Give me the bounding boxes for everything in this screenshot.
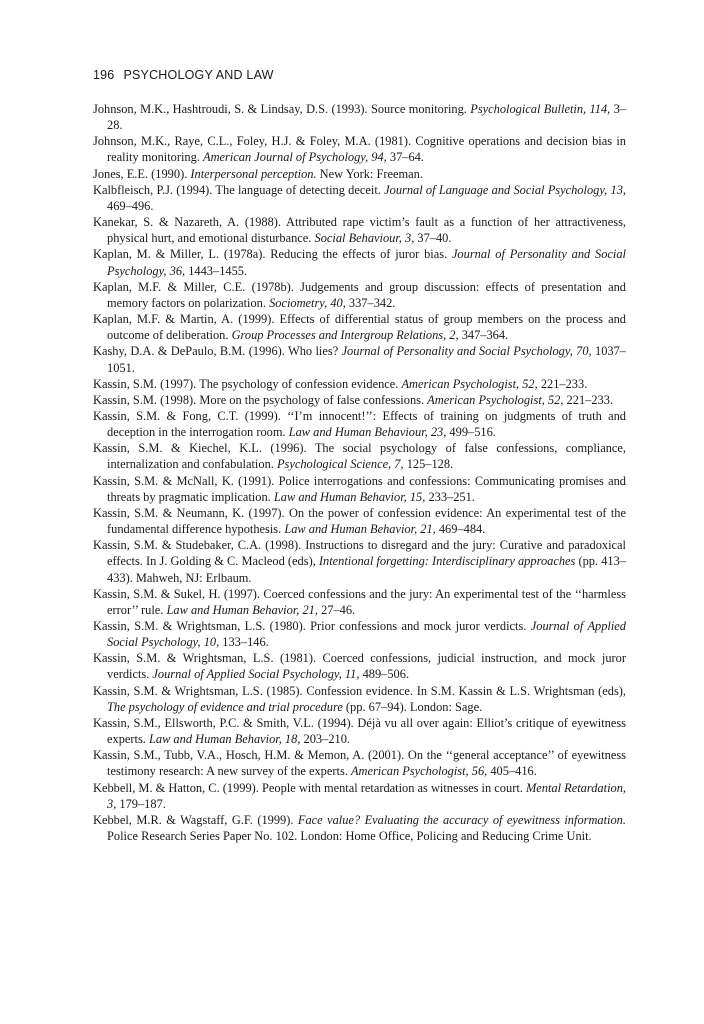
reference-text: 179–187. — [116, 796, 166, 811]
reference-source: Interpersonal perception. — [190, 166, 317, 181]
reference-text: Kassin, S.M. & Wrightsman, L.S. (1985). Confession evidence. In S.M. Kassin & L.S. Wrightsman (eds), — [93, 683, 626, 698]
reference-entry — [93, 182, 626, 214]
reference-text: Kassin, S.M., Ellsworth, P.C. & Smith, V.L. (1994). Déjà vu all over again: Elliot’s critique of eyewitness experts. — [93, 715, 626, 747]
reference-source: Psychological Science, 7, — [276, 457, 404, 472]
reference-source: Journal of Applied Social Psychology, 10, — [107, 619, 626, 650]
reference-source: The psychology of evidence and trial procedure — [107, 699, 343, 714]
reference-entry — [93, 586, 626, 618]
reference-entry — [93, 246, 626, 278]
reference-source: Journal of Applied Social Psychology, 11, — [152, 667, 360, 682]
reference-entry — [93, 376, 626, 392]
reference-text: 499–516. — [446, 425, 496, 440]
reference-text: 37–64. — [386, 150, 424, 165]
reference-text: 405–416. — [487, 764, 537, 779]
reference-source: Law and Human Behavior, 21, — [166, 602, 318, 617]
reference-text: 203–210. — [300, 732, 350, 747]
reference-text: 221–233. — [563, 392, 614, 407]
reference-entry — [93, 166, 626, 182]
reference-text: 3–28. — [107, 102, 626, 133]
reference-entry — [93, 101, 626, 133]
reference-entry — [93, 279, 626, 311]
reference-source: American Journal of Psychology, 94, — [203, 150, 387, 165]
reference-source: Social Behaviour, 3, — [314, 231, 415, 246]
reference-text: Kassin, S.M. & Fong, C.T. (1999). ‘‘I’m innocent!’’: Effects of training on judgments of truth and deception in the interrogation room. — [93, 408, 626, 440]
reference-entry — [93, 780, 626, 812]
reference-text: Kassin, S.M. & Studebaker, C.A. (1998). Instructions to disregard and the jury: Curative and paradoxical effects. In J. Golding & C. Macleod (eds), — [93, 538, 626, 569]
reference-source: American Psychologist, 52, — [427, 392, 564, 407]
reference-text: Johnson, M.K., Raye, C.L., Foley, H.J. & Foley, M.A. (1981). Cognitive operations and decision bias in reality monitoring. — [93, 134, 626, 165]
reference-text: 1037–1051. — [107, 344, 626, 375]
page-number: 196 — [93, 68, 115, 82]
reference-text: Kassin, S.M. & Neumann, K. (1997). On the power of confession evidence: An experimental test of the fundamental difference hypothesis. — [93, 505, 626, 537]
reference-text: Kassin, S.M. & McNall, K. (1991). Police interrogations and confessions: Communicating promises and threats by pragmatic implication. — [93, 473, 626, 504]
reference-entry — [93, 812, 626, 844]
reference-source: Psychological Bulletin, 114, — [470, 102, 611, 116]
reference-text: Kassin, S.M. & Sukel, H. (1997). Coerced confessions and the jury: An experimental test of the ‘‘harmless error’’ rule. — [93, 586, 626, 617]
reference-source: Mental Retardation, 3, — [107, 780, 626, 811]
reference-text: Kebbel, M.R. & Wagstaff, G.F. (1999). — [93, 812, 298, 827]
reference-entry — [93, 392, 626, 408]
reference-text: 221–233. — [537, 376, 588, 391]
reference-source: Intentional forgetting: Interdisciplinary approaches — [318, 554, 576, 569]
reference-entry — [93, 440, 626, 472]
reference-text: Kassin, S.M. (1998). More on the psychology of false confessions. — [93, 392, 428, 407]
running-title: PSYCHOLOGY AND LAW — [123, 68, 274, 82]
reference-entry — [93, 650, 626, 682]
reference-text: (pp. 67–94). London: Sage. — [342, 699, 483, 714]
reference-text: 233–251. — [425, 489, 475, 504]
reference-source: Journal of Language and Social Psychology, 13, — [384, 182, 626, 197]
reference-entry — [93, 537, 626, 585]
reference-text: Police Research Series Paper No. 102. London: Home Office, Policing and Reducing Crime Unit. — [107, 829, 592, 844]
reference-source: American Psychologist, 52, — [401, 376, 538, 391]
reference-text: Kaplan, M.F. & Miller, C.E. (1978b). Judgements and group discussion: effects of presentation and memory factors on polarization. — [93, 279, 626, 310]
reference-text: Kashy, D.A. & DePaulo, B.M. (1996). Who lies? — [93, 344, 342, 359]
reference-text: Kalbfleisch, P.J. (1994). The language of detecting deceit. — [93, 182, 385, 197]
reference-source: Journal of Personality and Social Psychology, 36, — [107, 247, 626, 278]
reference-entry — [93, 505, 626, 537]
reference-source: Sociometry, 40, — [269, 295, 346, 310]
reference-text: Kassin, S.M. (1997). The psychology of confession evidence. — [93, 376, 402, 391]
reference-text: Kanekar, S. & Nazareth, A. (1988). Attributed rape victim’s fault as a function of her attractiveness, physical hurt, and emotional disturbance. — [93, 215, 626, 246]
reference-source: Law and Human Behavior, 21, — [284, 522, 436, 537]
reference-entry — [93, 343, 626, 375]
reference-text: Kassin, S.M. & Wrightsman, L.S. (1980). Prior confessions and mock juror verdicts. — [93, 619, 531, 633]
reference-text: Kebbell, M. & Hatton, C. (1999). People with mental retardation as witnesses in court. — [93, 780, 526, 795]
reference-text: Kassin, S.M. & Wrightsman, L.S. (1981). Coerced confessions, judicial instruction, and mock juror verdicts. — [93, 651, 626, 682]
reference-text: Kassin, S.M., Tubb, V.A., Hosch, H.M. & Memon, A. (2001). On the ‘‘general acceptance’’ of eyewitness testimony research: A new survey of the experts. — [93, 748, 626, 779]
reference-text: 469–496. — [107, 198, 154, 213]
reference-text: 489–506. — [359, 667, 410, 682]
reference-source: American Psychologist, 56, — [350, 764, 488, 779]
reference-entry — [93, 618, 626, 650]
reference-list — [93, 101, 626, 844]
reference-text: 347–364. — [458, 328, 509, 343]
reference-text: 125–128. — [403, 457, 454, 472]
reference-entry — [93, 408, 626, 440]
reference-entry — [93, 133, 626, 165]
reference-text: 133–146. — [219, 635, 269, 650]
reference-source: Law and Human Behavior, 18, — [148, 732, 301, 747]
reference-text: 27–46. — [317, 602, 356, 617]
reference-text: New York: Freeman. — [316, 166, 423, 181]
reference-text: Kaplan, M.F. & Martin, A. (1999). Effects of differential status of group members on the process and outcome of deliberation. — [93, 312, 626, 343]
reference-entry — [93, 311, 626, 343]
reference-text: 337–342. — [345, 295, 396, 310]
reference-entry — [93, 214, 626, 246]
reference-text: (pp. 413–433). Mahweh, NJ: Erlbaum. — [107, 554, 626, 585]
reference-text: Kassin, S.M. & Kiechel, K.L. (1996). The social psychology of false confessions, compliance, internalization and confabulation. — [93, 441, 626, 472]
reference-text: 1443–1455. — [185, 263, 248, 278]
reference-source: Journal of Personality and Social Psychology, 70, — [341, 344, 592, 359]
reference-entry — [93, 473, 626, 505]
reference-entry — [93, 683, 626, 715]
reference-source: Face value? Evaluating the accuracy of eyewitness information. — [297, 812, 626, 827]
reference-text: 469–484. — [435, 522, 486, 537]
reference-text: Kaplan, M. & Miller, L. (1978a). Reducing the effects of juror bias. — [93, 247, 452, 262]
reference-source: Law and Human Behaviour, 23, — [288, 425, 447, 440]
reference-text: Jones, E.E. (1990). — [93, 166, 191, 181]
reference-entry — [93, 747, 626, 779]
running-head — [93, 68, 274, 82]
reference-text: 37–40. — [414, 231, 452, 246]
reference-source: Group Processes and Intergroup Relations, 2, — [231, 328, 459, 343]
reference-source: Law and Human Behavior, 15, — [273, 489, 426, 504]
reference-text: Johnson, M.K., Hashtroudi, S. & Lindsay, D.S. (1993). Source monitoring. — [93, 102, 471, 116]
reference-entry — [93, 715, 626, 747]
